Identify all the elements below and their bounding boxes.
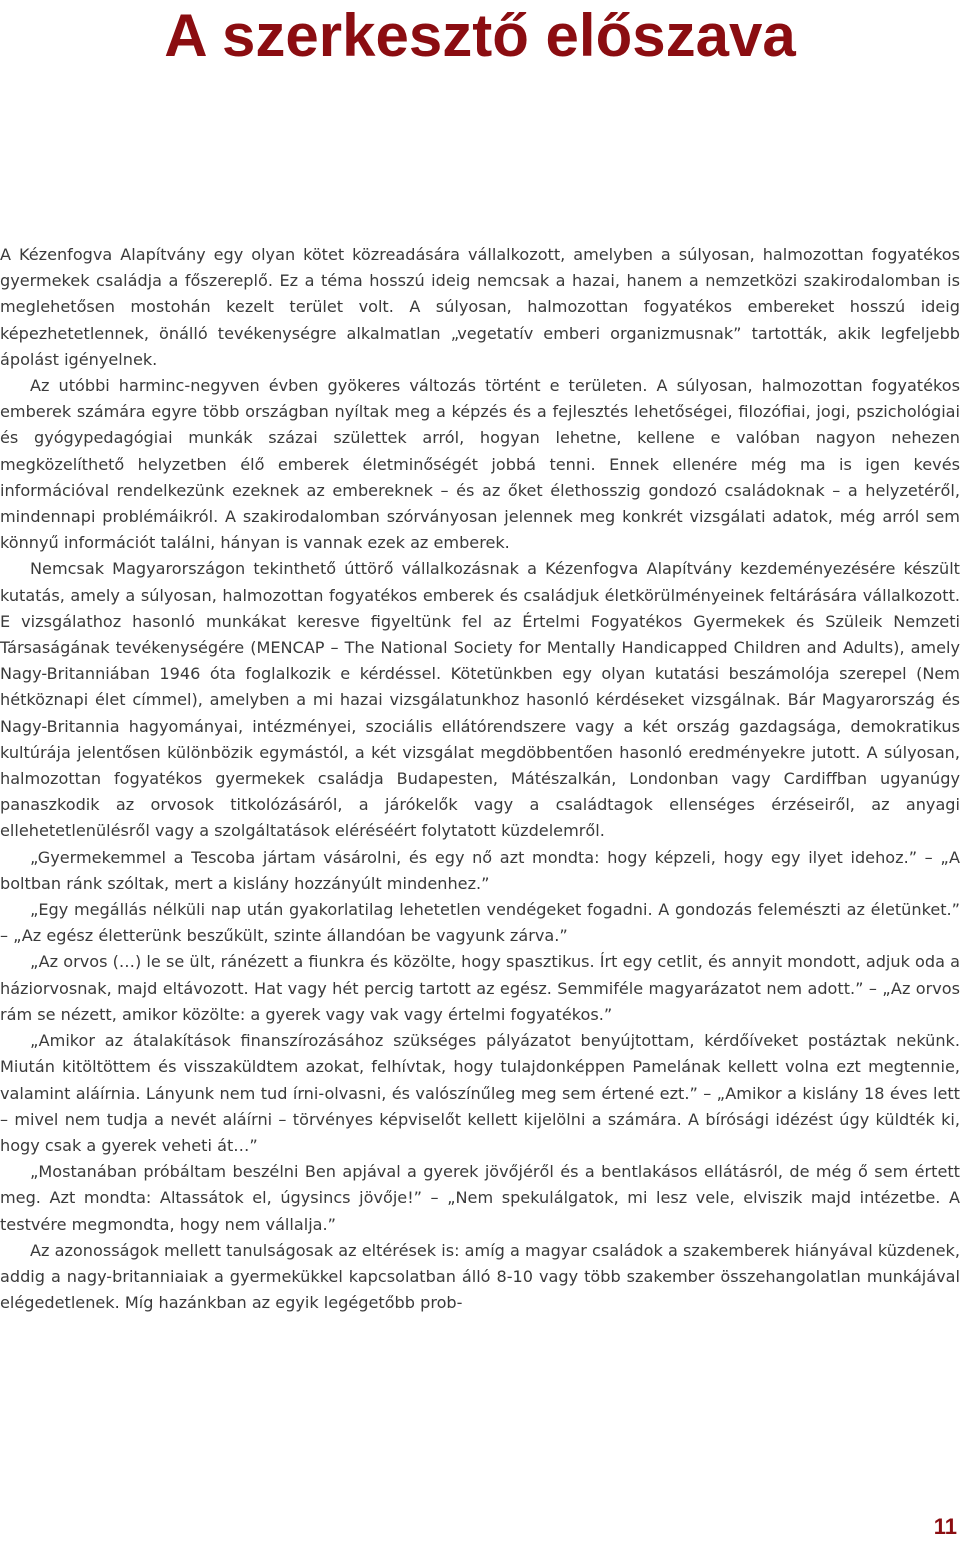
- paragraph: Nemcsak Magyarországon tekinthető úttörő vállalkozásnak a Kézenfogva Alapítvány kezdeményezésére készült kutatás, amely a súlyosan, halmozottan fogyatékos emberek és családjuk életkörülményeinek feltárására vállalkozott. E vizsgálathoz hasonló munkákat keresve figyeltünk fel az Értelmi Fogyatékos Gyermekek és Szüleik Nemzeti Társaságának tevékenységére (MENCAP – The National Society for Mentally Handicapped Children and Adults), amely Nagy-Britanniában 1946 óta foglalkozik e kérdéssel. Kötetünkben egy olyan kutatási beszámolója szerepel (Nem hétköznapi élet címmel), amelyben a mi hazai vizsgálatunkhoz hasonló kérdéseket vizsgálnak. Bár Magyarország és Nagy-Britannia hagyományai, intézményei, szociális ellátórendszere vagy a két ország gazdagsága, demokratikus kultúrája jelentősen különbözik egymástól, a két vizsgálat megdöbbentően hasonló eredményekre jutott. A súlyosan, halmozottan fogyatékos gyermekek családja Budapesten, Mátészalkán, Londonban vagy Cardiffban ugyanúgy panaszkodik az orvosok titkolózásáról, a járókelők vagy a családtagok ellenséges érzéseiről, az anyagi ellehetetlenülésről vagy a szolgáltatások eléréséért folytatott küzdelemről.: [0, 559, 960, 841]
- quote-paragraph: „Amikor az átalakítások finanszírozásához szükséges pályázatot benyújtottam, kérdőíveket postáztak nekünk. Miután kitöltöttem és visszaküldtem azokat, felhívtak, hogy tulajdonképpen Pamelának kellett volna ezt megtennie, valamint aláírnia. Lányunk nem tud írni-olvasni, és valószínűleg meg sem értené ezt.” – „Amikor a kislány 18 éves lett – mivel nem tudja a nevét aláírni – törvényes képviselőt kellett kijelölni a számára. A bírósági idézést úgy küldték ki, hogy csak a gyerek veheti át…”: [0, 1031, 960, 1155]
- body-text: [0, 242, 960, 1316]
- paragraph: Az utóbbi harminc-negyven évben gyökeres változás történt e területen. A súlyosan, halmozottan fogyatékos emberek számára egyre több országban nyíltak meg a képzés és a fejlesztés lehetőségei, filozófiai, jogi, pszichológiai és gyógypedagógiai munkák százai születtek arról, hogyan lehetne, kellene e valóban nagyon nehezen megközelíthető helyzetben élő emberek életminőségét jobbá tenni. Ennek ellenére még ma is igen kevés információval rendelkezünk ezeknek az embereknek – és az őket élethosszig gondozó családoknak – a helyzetéről, mindennapi problémáikról. A szakirodalomban szórványosan jelennek meg konkrét vizsgálati adatok, még arról sem könnyű információt találni, hányan is vannak ezek az emberek.: [0, 376, 960, 553]
- quote-paragraph: „Gyermekemmel a Tescoba jártam vásárolni, és egy nő azt mondta: hogy képzeli, hogy egy ilyet idehoz.” – „A boltban ránk szóltak, mert a kislány hozzányúlt mindenhez.”: [0, 847, 960, 893]
- quote-paragraph: „Mostanában próbáltam beszélni Ben apjával a gyerek jövőjéről és a bentlakásos ellátásról, de még ő sem értett meg. Azt mondta: Altassátok el, úgysincs jövője!” – „Nem spekulálgatok, mi lesz vele, elviszik majd intézetbe. A testvére megmondta, hogy nem vállalja.”: [0, 1162, 960, 1234]
- quote-paragraph: „Egy megállás nélküli nap után gyakorlatilag lehetetlen vendégeket fogadni. A gondozás felemészti az életünket.” – „Az egész életterünk beszűkült, szinte állandóan be vagyunk zárva.”: [0, 900, 960, 946]
- page-number: 11: [933, 1514, 957, 1539]
- quote-paragraph: „Az orvos (…) le se ült, ránézett a fiunkra és közölte, hogy spasztikus. Írt egy cetlit, és annyit mondott, adjuk oda a háziorvosnak, majd eltávozott. Hat vagy hét percig tartott az egész. Semmiféle magyarázatot nem adott.” – „Az orvos rám se nézett, amikor közölte: a gyerek vagy vak vagy értelmi fogyatékos.”: [0, 952, 960, 1024]
- paragraph: Az azonosságok mellett tanulságosak az eltérések is: amíg a magyar családok a szakemberek hiányával küzdenek, addig a nagy-britanniaiak a gyermekükkel kapcsolatban álló 8-10 vagy több szakember összehangolatlan munkájával elégedetlenek. Míg hazánkban az egyik legégetőbb prob-: [0, 1240, 960, 1313]
- paragraph: A Kézenfogva Alapítvány egy olyan kötet közreadására vállalkozott, amelyben a súlyosan, halmozottan fogyatékos gyermekek családja a főszereplő. Ez a téma hosszú ideig nemcsak a hazai, hanem a nemzetközi szakirodalomban is meglehetősen mostohán kezelt terület volt. A súlyosan, halmozottan fogyatékos embereket hosszú ideig képezhetetlennek, önálló tevékenységre alkalmatlan „vegetatív emberi organizmusnak” tartották, akik legfeljebb ápolást igényelnek.: [0, 245, 960, 369]
- page-title: A szerkesztő előszava: [164, 2, 796, 69]
